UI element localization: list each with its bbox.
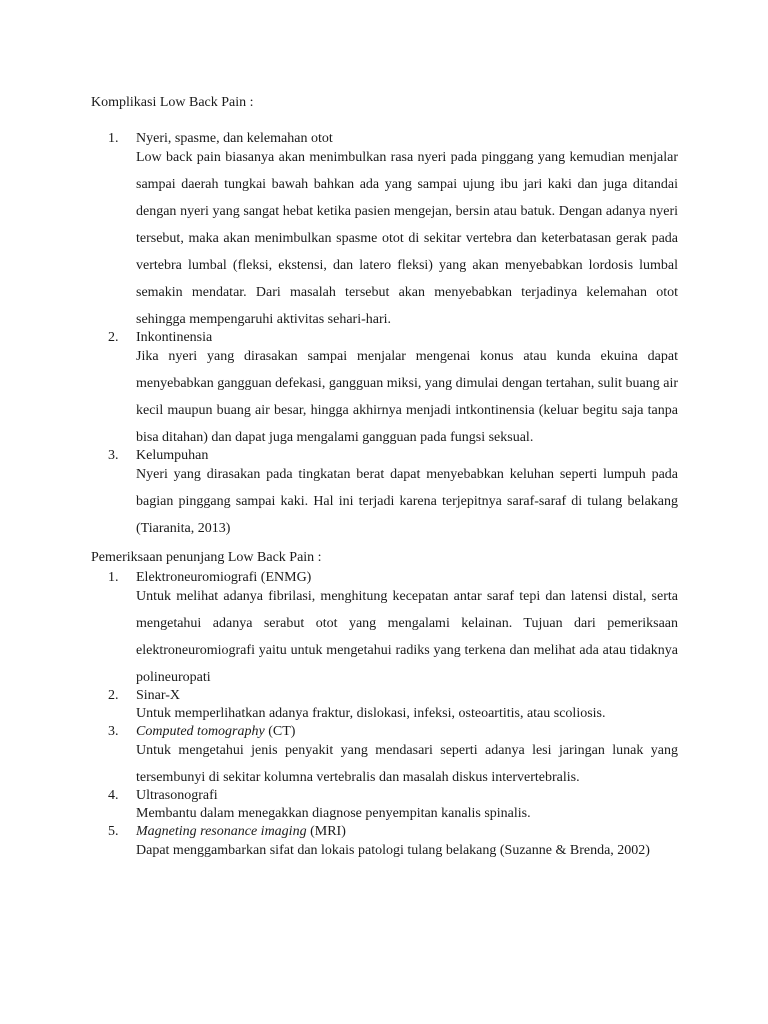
item-title-rest: (CT)	[264, 724, 296, 739]
item-paragraph: Dapat menggambarkan sifat dan lokais patologi tulang belakang (Suzanne & Brenda, 2002)	[136, 843, 650, 858]
item-title: Sinar-X	[136, 688, 181, 703]
list-item	[108, 787, 678, 823]
item-title: Elektroneuromiografi (ENMG)	[136, 570, 312, 585]
list-number: 3.	[108, 724, 119, 739]
item-title: Nyeri, spasme, dan kelemahan otot	[136, 131, 333, 146]
list-number: 4.	[108, 788, 119, 803]
item-paragraph: Untuk memperlihatkan adanya fraktur, dislokasi, infeksi, osteoartitis, atau scoliosis.	[136, 706, 606, 721]
item-paragraph: Nyeri yang dirasakan pada tingkatan berat dapat menyebabkan keluhan seperti lumpuh pada bagian pinggang sampai kaki. Hal ini terjadi karena terjepitnya saraf-saraf di tulang belakang (Tiaranita, 2013)	[136, 467, 678, 536]
item-title-italic: Magneting resonance imaging	[136, 824, 307, 839]
item-title: Ultrasonografi	[136, 788, 218, 803]
section-heading-komplikasi: Komplikasi Low Back Pain :	[91, 95, 254, 110]
section-heading-pemeriksaan: Pemeriksaan penunjang Low Back Pain :	[91, 550, 322, 565]
item-paragraph: Jika nyeri yang dirasakan sampai menjalar mengenai konus atau kunda ekuina dapat menyebabkan gangguan defekasi, gangguan miksi, yang dimulai dengan tertahan, sulit buang air kecil maupun buang air besar, hingga akhirnya menjadi intkontinensia (keluar begitu saja tanpa bisa ditahan) dan dapat juga mengalami gangguan pada fungsi seksual.	[136, 349, 678, 445]
list-number: 3.	[108, 448, 119, 463]
komplikasi-list	[108, 130, 678, 542]
list-item	[108, 687, 678, 723]
item-paragraph: Untuk melihat adanya fibrilasi, menghitung kecepatan antar saraf tepi dan latensi distal, serta mengetahui adanya serabut otot yang mengalami kelainan. Tujuan dari pemeriksaan elektroneuromiografi yaitu untuk mengetahui radiks yang terkena dan melihat ada atau tidaknya polineuropati	[136, 589, 678, 685]
list-number: 2.	[108, 330, 119, 345]
list-item	[108, 447, 678, 542]
item-title: Kelumpuhan	[136, 448, 209, 463]
item-paragraph: Untuk mengetahui jenis penyakit yang mendasari seperti adanya lesi jaringan lunak yang tersembunyi di sekitar kolumna vertebralis dan masalah diskus intervertebralis.	[136, 743, 678, 785]
list-number: 1.	[108, 131, 119, 146]
item-title-rest: (MRI)	[306, 824, 346, 839]
item-paragraph: Membantu dalam menegakkan diagnose penyempitan kanalis spinalis.	[136, 806, 531, 821]
item-title-italic: Computed tomography	[136, 724, 265, 739]
list-number: 1.	[108, 570, 119, 585]
item-title: Inkontinensia	[136, 330, 213, 345]
list-item	[108, 823, 678, 864]
list-item	[108, 569, 678, 691]
list-item	[108, 130, 678, 333]
list-number: 2.	[108, 688, 119, 703]
list-number: 5.	[108, 824, 119, 839]
list-item	[108, 723, 678, 791]
list-item	[108, 329, 678, 451]
item-paragraph: Low back pain biasanya akan menimbulkan rasa nyeri pada pinggang yang kemudian menjalar sampai daerah tungkai bawah bahkan ada yang sampai ujung ibu jari kaki dan juga ditandai dengan nyeri yang sangat hebat ketika pasien mengejan, bersin atau batuk. Dengan adanya nyeri tersebut, maka akan menimbulkan spasme otot di sekitar vertebra dan keterbatasan gerak pada vertebra lumbal (fleksi, ekstensi, dan latero fleksi) yang akan menyebabkan lordosis lumbal semakin mendatar. Dari masalah tersebut akan menyebabkan terjadinya kelemahan otot sehingga mempengaruhi aktivitas sehari-hari.	[136, 150, 678, 327]
pemeriksaan-list	[108, 569, 678, 864]
